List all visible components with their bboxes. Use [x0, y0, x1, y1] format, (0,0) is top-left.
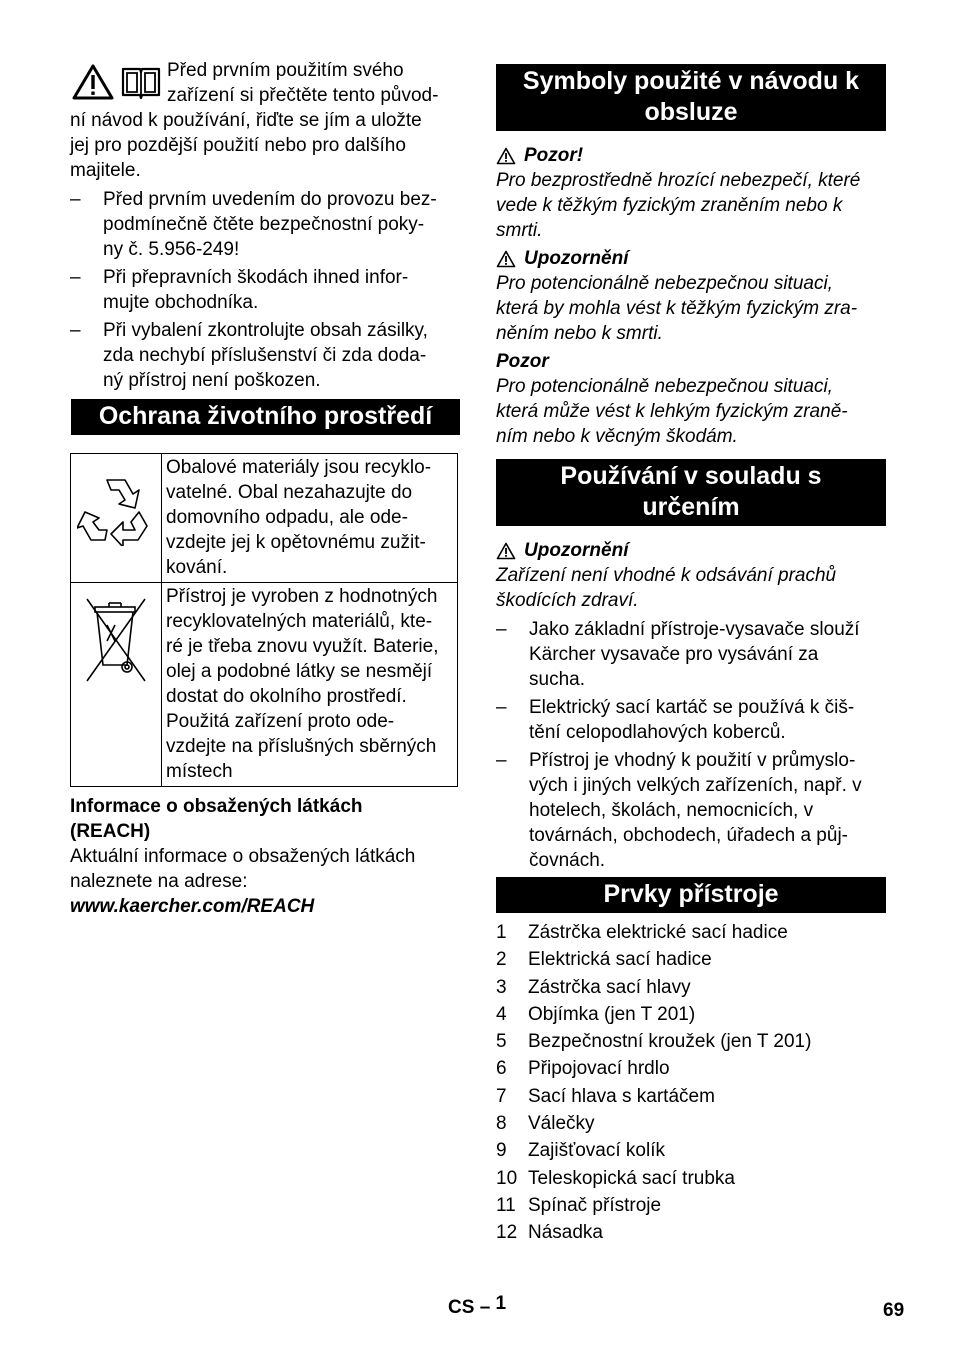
list-item [496, 1165, 886, 1192]
item-number: 1 [496, 922, 507, 943]
left-column [70, 58, 460, 919]
item-number: 10 [496, 1167, 518, 1189]
list-item [496, 1055, 886, 1082]
item-number: 5 [496, 1031, 507, 1053]
item-label: Zástrčka sací hlavy [528, 976, 691, 998]
heading-intended-use: Používání v souladu s určením [496, 459, 886, 526]
warning-signal [496, 246, 886, 271]
intro-text-line: Před prvním použitím svého [167, 60, 404, 81]
table-cell [71, 454, 162, 583]
list-item [496, 1083, 886, 1110]
danger-signal [496, 143, 886, 168]
reach-url-link[interactable]: www.kaercher.com/REACH [70, 896, 315, 917]
item-number: 8 [496, 1113, 507, 1135]
table-row [71, 454, 458, 583]
list-item: – Při přepravních škodách ihned infor- mujte obchodníka. [70, 265, 460, 315]
table-cell: Obalové materiály jsou recyklo- vatelné. Obal nezahazujte do domovního odpadu, ale ode- vzdejte jej k opětovnému zužit- kování. [162, 454, 458, 583]
list-item [496, 1028, 886, 1055]
warning-label: Upozornění [524, 248, 629, 269]
item-label: Objímka (jen T 201) [528, 1003, 696, 1025]
list-item [496, 946, 886, 973]
intended-use-list [496, 617, 886, 873]
intro-text-line: zařízení si přečtěte tento původ- [167, 85, 439, 106]
item-number: 11 [496, 1194, 516, 1216]
list-item [496, 1110, 886, 1137]
caution-label: Pozor [496, 351, 549, 372]
warning-triangle-icon [496, 147, 516, 165]
list-item: – Přístroj je vhodný k použití v průmyslo- vých i jiných velkých zařízeních, např. v hotelech, školách, nemocnicích, v továrnách, obchodech, úřadech a půj- čovnách. [496, 748, 886, 873]
list-item [496, 1001, 886, 1028]
reach-title: Informace o obsažených látkách [70, 796, 363, 817]
intro-text-line: jej pro pozdější použití nebo pro dalšího [70, 135, 406, 156]
table-cell [71, 583, 162, 787]
list-item: – Jako základní přístroje-vysavače slouží Kärcher vysavače pro vysávání za sucha. [496, 617, 886, 692]
item-label: Sací hlava s kartáčem [528, 1085, 715, 1107]
page-number: 69 [883, 1300, 905, 1321]
reach-section [70, 794, 460, 919]
item-number: 6 [496, 1058, 507, 1080]
warning-signal [496, 538, 886, 563]
item-number: 7 [496, 1085, 507, 1107]
heading-parts: Prvky přístroje [496, 877, 886, 913]
item-number: 9 [496, 1140, 507, 1162]
list-item [496, 974, 886, 1001]
list-item [496, 919, 886, 946]
parts-list [496, 919, 886, 1247]
reach-text: naleznete na adrese: [70, 871, 248, 892]
intro-text-line: majitele. [70, 160, 141, 181]
item-label: Násadka [528, 1222, 603, 1244]
item-label: Elektrická sací hadice [528, 949, 712, 971]
table-row [71, 583, 458, 787]
item-number: 4 [496, 1003, 507, 1025]
list-item [496, 1137, 886, 1164]
intro-section [70, 58, 460, 183]
crossed-bin-icon [81, 595, 151, 685]
item-label: Připojovací hrdlo [528, 1058, 670, 1080]
item-label: Spínač přístroje [528, 1194, 662, 1216]
reach-title: (REACH) [70, 821, 151, 842]
warning-label: Upozornění [524, 540, 629, 561]
recycle-icon [77, 468, 155, 546]
warning-triangle-icon [496, 250, 516, 268]
warning-triangle-icon [496, 542, 516, 560]
item-label: Válečky [528, 1113, 595, 1135]
danger-label: Pozor! [524, 145, 584, 166]
item-number: 2 [496, 949, 507, 971]
intro-icons [72, 64, 162, 100]
right-column [496, 64, 886, 1247]
list-item [496, 1219, 886, 1246]
item-number: 3 [496, 976, 507, 998]
intro-text-line: ní návod k používání, řiďte se jím a uložte [70, 110, 422, 131]
warning-triangle-icon [72, 64, 114, 100]
environment-table [70, 453, 458, 787]
list-item: – Před prvním uvedením do provozu bez- podmínečně čtěte bezpečnostní poky- ny č. 5.956-249! [70, 187, 460, 262]
item-label: Teleskopická sací trubka [528, 1167, 735, 1189]
table-cell: Přístroj je vyroben z hodnotných recyklovatelných materiálů, kte- ré je třeba znovu využít. Baterie, olej a podobné látky se nesmějí dostat do okolního prostředí. Použitá zařízení proto ode- vzdejte na příslušných sběrných místech [162, 583, 458, 787]
heading-environment: Ochrana životního prostředí [71, 399, 460, 435]
intro-list [70, 187, 460, 393]
symbols-section: Pozor! Pro bezprostředně hrozící nebezpečí, které vede k těžkým fyzickým zraněním nebo k smrti. Upozornění Pro potencionálně nebezpečnou situaci, která by mohla vést k těžkým fyzickým zra- něním nebo k smrti. Pozor Pro potencionálně nebezpečnou situaci, která může vést k lehkým fyzickým zraně- ním nebo k věcným škodám. [496, 143, 886, 449]
footer-language: CS – 1 [448, 1293, 507, 1318]
item-label: Bezpečnostní kroužek (jen T 201) [528, 1031, 812, 1053]
item-label: Zástrčka elektrické sací hadice [528, 922, 788, 943]
list-item: – Elektrický sací kartáč se používá k čiš- tění celopodlahových koberců. [496, 695, 886, 745]
reach-text: Aktuální informace o obsažených látkách [70, 846, 416, 867]
heading-symbols: Symboly použité v návodu k obsluze [496, 64, 886, 131]
item-number: 12 [496, 1222, 518, 1244]
intended-use-section: Upozornění Zařízení není vhodné k odsávání prachů škodících zdraví. – Jako základní přístroje-vysavače slouží Kärcher vysavače pro vysávání za sucha. – Elektrický sací kartáč se používá k čiš- tění celopodlahových koberců. – Přístroj je vhodný k použití v průmyslo- vých i jiných velkých zařízeních, např. v hotelech, školách, nemocnicích, v továrnách, obchodech, úřadech a půj- čovnách. [496, 538, 886, 873]
item-label: Zajišťovací kolík [528, 1140, 665, 1162]
list-item [496, 1192, 886, 1219]
manual-book-icon [120, 64, 162, 100]
list-item: – Při vybalení zkontrolujte obsah zásilky, zda nechybí příslušenství či zda doda- ný přístroj není poškozen. [70, 318, 460, 393]
